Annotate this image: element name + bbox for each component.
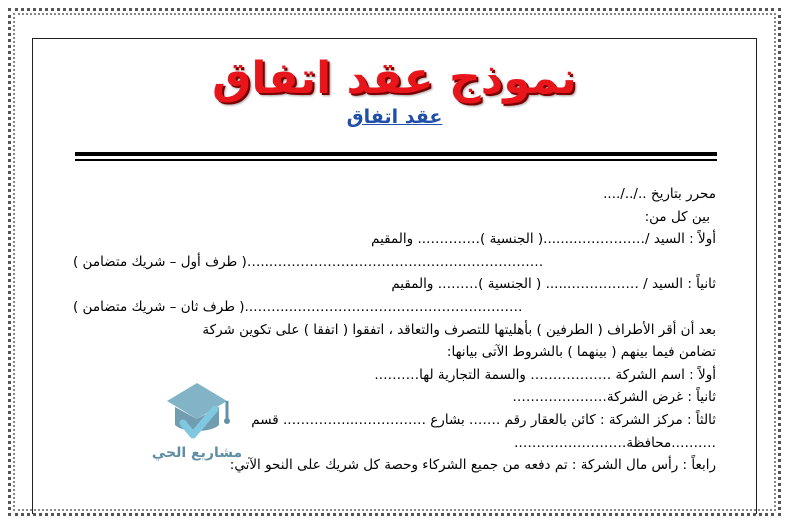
divider-thick xyxy=(75,152,717,156)
contract-line-second-party-role: ……………………………………………...……..( طرف ثان – شريك متضامن ) xyxy=(73,298,523,315)
main-title: نموذج عقد اتفاق xyxy=(212,53,577,104)
logo-icon xyxy=(149,379,244,469)
contract-line-company-purpose: ثانياً : غرض الشركة………………… xyxy=(512,389,716,406)
sub-title: عقد اتفاق xyxy=(346,106,443,128)
divider-thin xyxy=(75,159,717,161)
logo-text: مشاريع الحي xyxy=(151,445,243,461)
contract-line-parties-intro: بين كل من: xyxy=(644,208,710,225)
document-frame xyxy=(32,38,757,514)
contract-line-second-party: ثانياً : السيد / ……………...... ( الجنسية )……… والمقيم xyxy=(391,276,716,293)
contract-line-agreement-cont: تضامن فيما بينهم ( بينهما ) بالشروط الآتى بيانها: xyxy=(446,344,716,361)
contract-line-agreement: بعد أن أقر الأطراف ( الطرفين ) بأهليتها للتصرف والتعاقد ، اتفقوا ( اتفقا ) على تكوين شركة xyxy=(202,321,716,338)
contract-line-first-party: أولاً : السيد /……………........( الجنسية )………….. والمقيم xyxy=(371,231,716,248)
contract-line-first-party-role: ……………………………………………………...…( طرف أول – شريك متضامن ) xyxy=(73,253,544,270)
watermark-logo xyxy=(149,379,244,469)
contract-line-company-governorate: ……….محافظة……………………. xyxy=(514,434,716,451)
contract-line-company-name: أولاً : اسم الشركة ……………… والسمة التجارية لها………. xyxy=(374,366,716,383)
contract-line-capital: رابعاً : رأس مال الشركة : تم دفعه من جميع الشركاء وحصة كل شريك على النحو الآتي: xyxy=(229,457,716,474)
contract-line-date: محرر بتاريخ ../../.... xyxy=(603,186,716,202)
contract-line-company-address: ثالثاً : مركز الشركة : كائن بالعقار رقم ……. بشارع ……………...………….. قسم xyxy=(251,411,716,428)
